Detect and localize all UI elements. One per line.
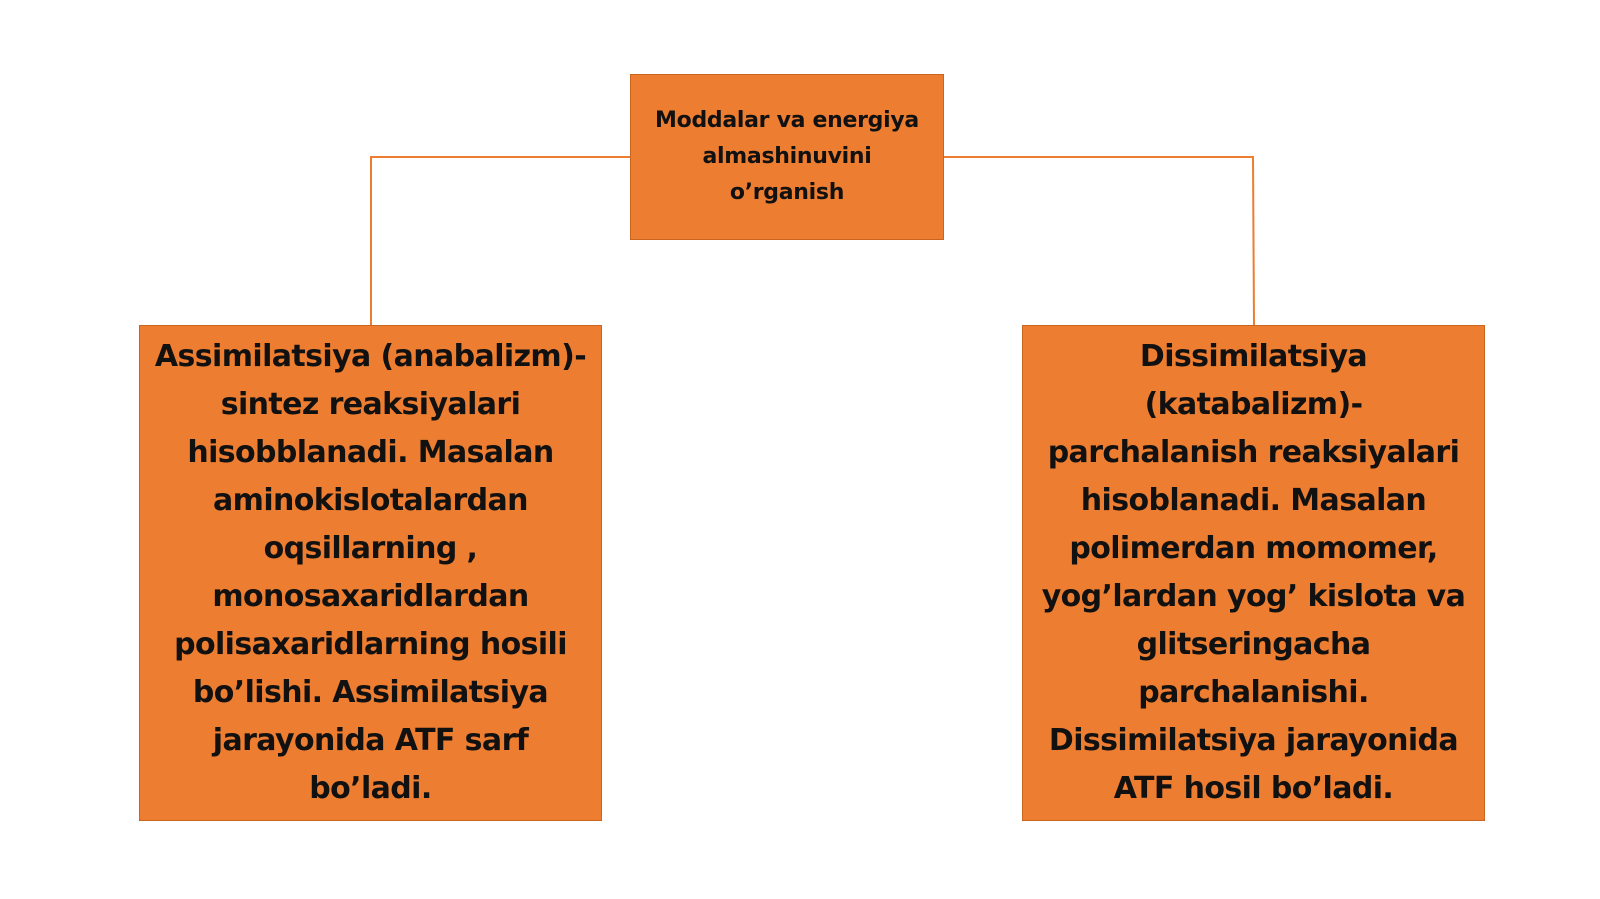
assimilation-node-text: Assimilatsiya (anabalizm)- sintez reaksiyalari hisobblanadi. Masalan aminokislotalardan oqsillarning , monosaxaridlardan polisaxaridlarning hosili bo’lishi. Assimilatsiya jarayonida ATF sarf bo’ladi. bbox=[154, 339, 587, 806]
root-node-text: Moddalar va energiya almashinuvini o’rganish bbox=[655, 108, 919, 205]
connector-root-to-right bbox=[944, 157, 1254, 325]
assimilation-node bbox=[139, 325, 602, 821]
dissimilation-node bbox=[1022, 325, 1485, 821]
connector-root-to-left bbox=[371, 157, 630, 325]
dissimilation-node-text: Dissimilatsiya (katabalizm)- parchalanish reaksiyalari hisoblanadi. Masalan polimerdan momomer, yog’lardan yog’ kislota va glitseringacha parchalanishi. Dissimilatsiya jarayonida ATF hosil bo’ladi. bbox=[1041, 339, 1466, 806]
root-node bbox=[630, 74, 944, 240]
